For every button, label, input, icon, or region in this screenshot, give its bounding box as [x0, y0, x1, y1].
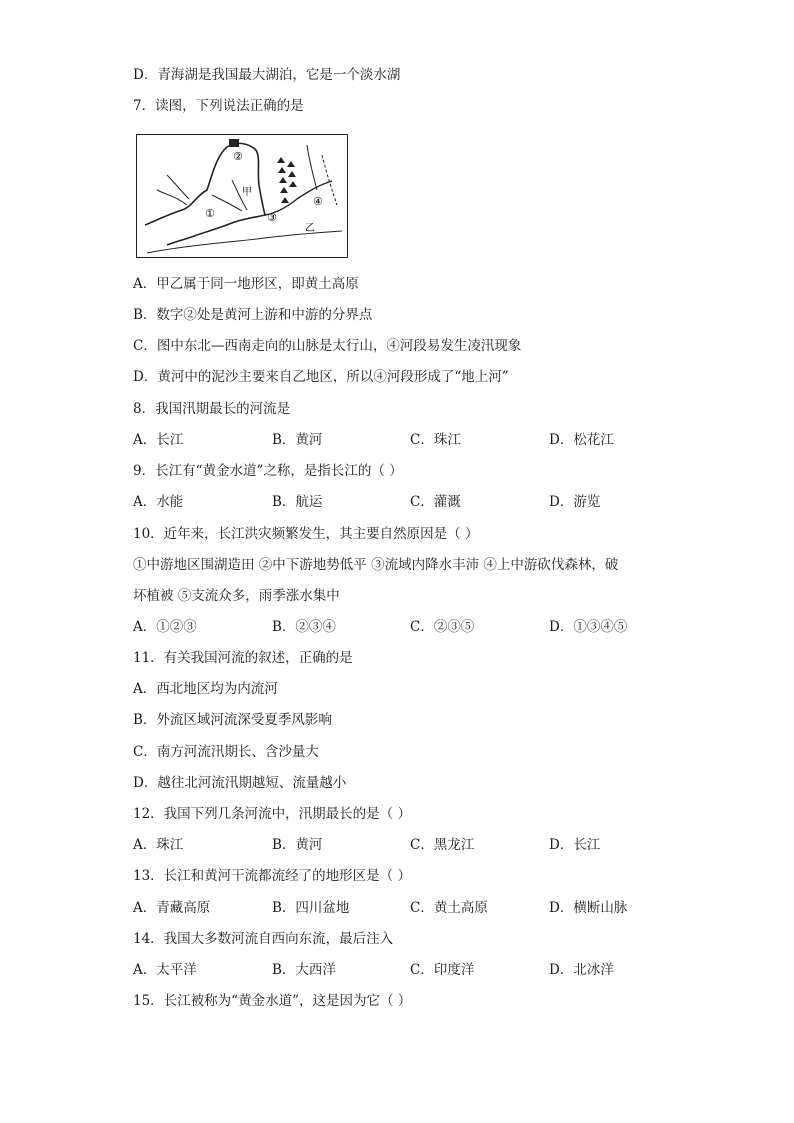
- map-label-1: ①: [205, 207, 215, 220]
- map-label-2: ②: [233, 150, 243, 163]
- q10-option-a: A．①②③: [133, 619, 197, 635]
- q7-option-c: C．图中东北—西南走向的山脉是太行山，④河段易发生凌汛现象: [133, 338, 522, 354]
- q13-option-c: C．黄土高原: [410, 900, 488, 916]
- q11-option-c: C．南方河流汛期长、含沙量大: [133, 744, 319, 760]
- q12-option-d: D．长江: [549, 837, 601, 853]
- q12-stem: 12．我国下列几条河流中，汛期最长的是（ ）: [133, 806, 411, 822]
- q11-stem: 11．有关我国河流的叙述，正确的是: [133, 650, 353, 666]
- q10-statements-line1: ①中游地区围湖造田 ②中下游地势低平 ③流域内降水丰沛 ④上中游砍伐森林，破: [133, 557, 619, 573]
- q9-stem: 9．长江有“黄金水道”之称，是指长江的（ ）: [133, 463, 403, 479]
- map-label-jia: 甲: [242, 187, 252, 198]
- q10-option-d: D．①③④⑤: [549, 619, 628, 635]
- q13-option-b: B．四川盆地: [272, 900, 350, 916]
- q8-stem: 8．我国汛期最长的河流是: [133, 401, 291, 417]
- q7-option-d: D．黄河中的泥沙主要来自乙地区，所以④河段形成了“地上河”: [133, 369, 509, 385]
- q10-option-c: C．②③⑤: [410, 619, 475, 635]
- q9-option-b: B．航运: [272, 494, 323, 510]
- q13-option-d: D．横断山脉: [549, 900, 628, 916]
- q7-option-b: B．数字②处是黄河上游和中游的分界点: [133, 307, 373, 323]
- q10-statements-line2: 坏植被 ⑤支流众多，雨季涨水集中: [133, 588, 340, 604]
- q14-option-d: D．北冰洋: [549, 962, 614, 978]
- q10-stem: 10．近年来，长江洪灾频繁发生，其主要自然原因是（ ）: [133, 526, 479, 542]
- q9-option-d: D．游览: [549, 494, 601, 510]
- map-label-3: ③: [267, 211, 277, 224]
- q8-option-a: A．长江: [133, 432, 184, 448]
- q14-stem: 14．我国大多数河流自西向东流，最后注入: [133, 931, 394, 947]
- map-label-yi: 乙: [305, 223, 315, 234]
- q12-option-a: A．珠江: [133, 837, 184, 853]
- q11-option-b: B．外流区域河流深受夏季风影响: [133, 712, 332, 728]
- q12-option-c: C．黑龙江: [410, 837, 475, 853]
- q14-option-a: A．太平洋: [133, 962, 197, 978]
- q9-option-a: A．水能: [133, 494, 184, 510]
- q13-option-a: A．青藏高原: [133, 900, 211, 916]
- q12-option-b: B．黄河: [272, 837, 323, 853]
- q11-option-a: A．西北地区均为内流河: [133, 681, 278, 697]
- map-drawing: [137, 135, 347, 257]
- q8-option-d: D．松花江: [549, 432, 614, 448]
- q8-option-b: B．黄河: [272, 432, 323, 448]
- q11-option-d: D．越往北河流汛期越短、流量越小: [133, 775, 347, 791]
- q14-option-c: C．印度洋: [410, 962, 475, 978]
- q6-option-d: D．青海湖是我国最大湖泊，它是一个淡水湖: [133, 67, 401, 83]
- q8-option-c: C．珠江: [410, 432, 461, 448]
- map-label-4: ④: [313, 195, 323, 208]
- q13-stem: 13．长江和黄河干流都流经了的地形区是（ ）: [133, 868, 411, 884]
- q14-option-b: B．大西洋: [272, 962, 336, 978]
- q7-option-a: A．甲乙属于同一地形区，即黄土高原: [133, 276, 359, 292]
- q10-option-b: B．②③④: [272, 619, 336, 635]
- q9-option-c: C．灌溉: [410, 494, 461, 510]
- yellow-river-map: [136, 134, 348, 258]
- q15-stem: 15．长江被称为“黄金水道”，这是因为它（ ）: [133, 993, 412, 1009]
- q7-stem: 7．读图，下列说法正确的是: [133, 98, 304, 114]
